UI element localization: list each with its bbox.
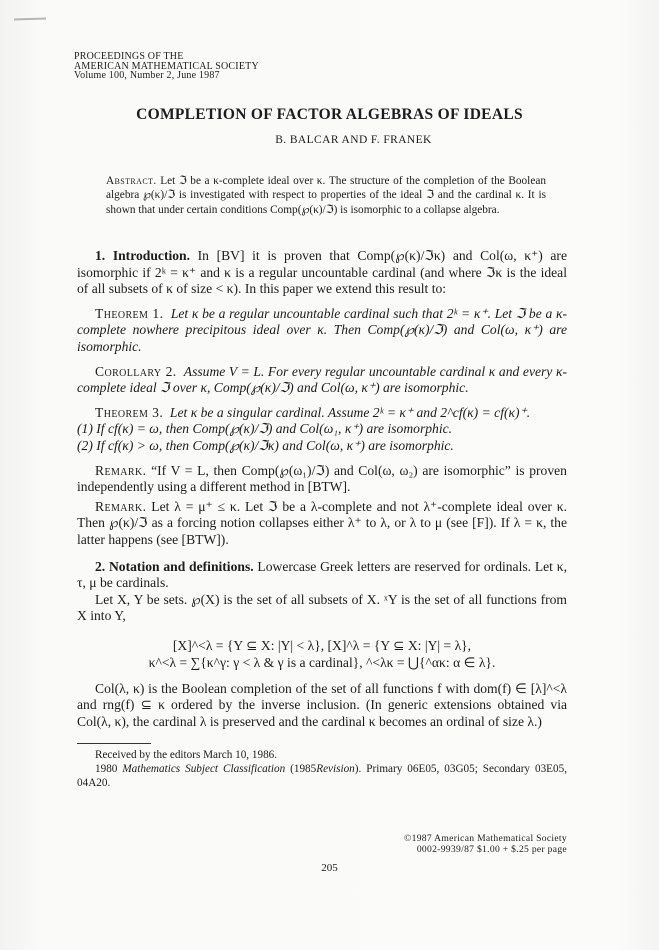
scan-mark	[14, 17, 46, 20]
equation-line-2: κ^<λ = ∑{κ^γ: γ < λ & γ is a cardinal}, ^<λκ = ⋃{^ακ: α ∈ λ}.	[148, 654, 496, 670]
abstract-label: Abstract.	[106, 175, 157, 187]
section-2-text-2: Let X, Y be sets. ℘(X) is the set of all subsets of X. ˣY is the set of all functions from X into Y,	[77, 591, 567, 624]
section-2-intro	[77, 559, 567, 592]
copyright-notice	[404, 833, 567, 855]
theorem-3-item-2: (2) If cf(κ) > ω, then Comp(℘(κ)/ℑκ) and Col(ω, κ⁺) are isomorphic.	[77, 437, 454, 453]
corollary-2-label: Corollary 2.	[95, 363, 177, 379]
theorem-3-label: Theorem 3.	[95, 404, 164, 420]
journal-name-line1: PROCEEDINGS OF THE	[74, 51, 184, 62]
footnote-rule	[77, 743, 151, 744]
remark-1-label: Remark.	[95, 462, 147, 478]
theorem-3	[77, 405, 567, 422]
page-number: 205	[321, 862, 338, 874]
msc-revision-close: ).	[354, 762, 362, 775]
theorem-3-item-1: (1) If cf(κ) = ω, then Comp(℘(κ)/ℑ) and Col(ω₁, κ⁺) are isomorphic.	[77, 421, 453, 437]
msc-label: Mathematics Subject Classification	[122, 762, 286, 775]
msc-year: 1980	[95, 762, 118, 775]
journal-volume: Volume 100, Number 2, June 1987	[74, 70, 220, 81]
display-equations	[77, 637, 567, 671]
abstract	[106, 174, 546, 217]
paper-title: COMPLETION OF FACTOR ALGEBRAS OF IDEALS	[136, 106, 523, 123]
journal-header	[74, 52, 259, 81]
journal-name-line2: AMERICAN MATHEMATICAL SOCIETY	[74, 60, 259, 72]
equation-line-1: [X]^<λ = {Y ⊆ X: |Y| < λ}, [X]^λ = {Y ⊆ X: |Y| = λ},	[172, 637, 472, 653]
abstract-text: Let ℑ be a κ-complete ideal over κ. The structure of the completion of the Boolean algebra ℘(κ)/ℑ is investigated with respect to properties of the ideal ℑ and the cardinal κ. It is shown that under certain conditions Comp(℘(κ)/ℑ) is isomorphic to a collapse algebra.	[106, 175, 546, 216]
remark-2-text: Let λ = μ⁺ ≤ κ. Let ℑ be a λ-complete and not λ⁺-complete ideal over κ. Then ℘(κ)/ℑ as a forcing notion collapses either λ⁺ to λ, or λ to μ (see [F]). If λ = κ, the latter happens (see [BTW]).	[77, 498, 567, 547]
corollary-2-text: Assume V = L. For every regular uncountable cardinal κ and every κ-complete ideal ℑ over κ, Comp(℘(κ)/ℑ) and Col(ω, κ⁺) are isomorphic.	[77, 363, 568, 396]
theorem-1	[77, 306, 567, 356]
paper-authors: B. BALCAR AND F. FRANEK	[275, 134, 432, 146]
theorem-1-label: Theorem 1.	[95, 305, 164, 321]
section-2-heading: 2. Notation and definitions.	[95, 558, 254, 574]
theorem-3-text: Let κ be a singular cardinal. Assume 2ᵏ = κ⁺ and 2^cf(κ) = cf(κ)⁺.	[169, 404, 531, 420]
remark-1-text: “If V = L, then Comp(℘(ω₁)/ℑ) and Col(ω, ω₂) are isomorphic” is proven independently using a different method in [BTW].	[77, 462, 567, 495]
corollary-2	[77, 364, 567, 397]
copyright-line: ©1987 American Mathematical Society	[404, 833, 567, 844]
msc-revision: Revision	[316, 762, 355, 775]
remark-2	[77, 499, 567, 549]
footnotes	[77, 748, 567, 791]
section-1-text: In [BV] it is proven that Comp(℘(κ)/ℑκ) and Col(ω, κ⁺) are isomorphic if 2ᵏ = κ⁺ and κ is a regular uncountable cardinal (and where ℑκ is the ideal of all subsets of κ of size < κ). In this paper we extend this result to:	[77, 248, 567, 297]
footnote-msc	[77, 762, 567, 790]
issn-price-line: 0002-9939/87 $1.00 + $.25 per page	[416, 844, 567, 856]
theorem-1-text: Let κ be a regular uncountable cardinal such that 2ᵏ = κ⁺. Let ℑ be a κ-complete nowhere precipitous ideal over κ. Then Comp(℘(κ)/ℑ) and Col(ω, κ⁺) are isomorphic.	[77, 305, 568, 354]
body-text	[77, 248, 567, 790]
footnote-received: Received by the editors March 10, 1986.	[95, 748, 278, 761]
section-2-text-1: Lowercase Greek letters are reserved for ordinals. Let κ, τ, μ be cardinals.	[77, 558, 567, 591]
section-1-intro	[77, 248, 567, 298]
remark-1	[77, 463, 567, 496]
section-1-heading: 1. Introduction.	[95, 248, 190, 263]
msc-codes: Primary 06E05, 03G05; Secondary 03E05, 04A20.	[77, 762, 567, 790]
section-2-text-3: Col(λ, κ) is the Boolean completion of the set of all functions f with dom(f) ∈ [λ]^<λ and rng(f) ⊆ κ ordered by the inverse inclusion. (In generic extensions obtained via Col(λ, κ), the cardinal λ is preserved and the cardinal κ becomes an ordinal of size λ.)	[77, 680, 567, 730]
remark-2-label: Remark.	[95, 498, 147, 514]
msc-revision-open: (1985	[290, 762, 317, 775]
